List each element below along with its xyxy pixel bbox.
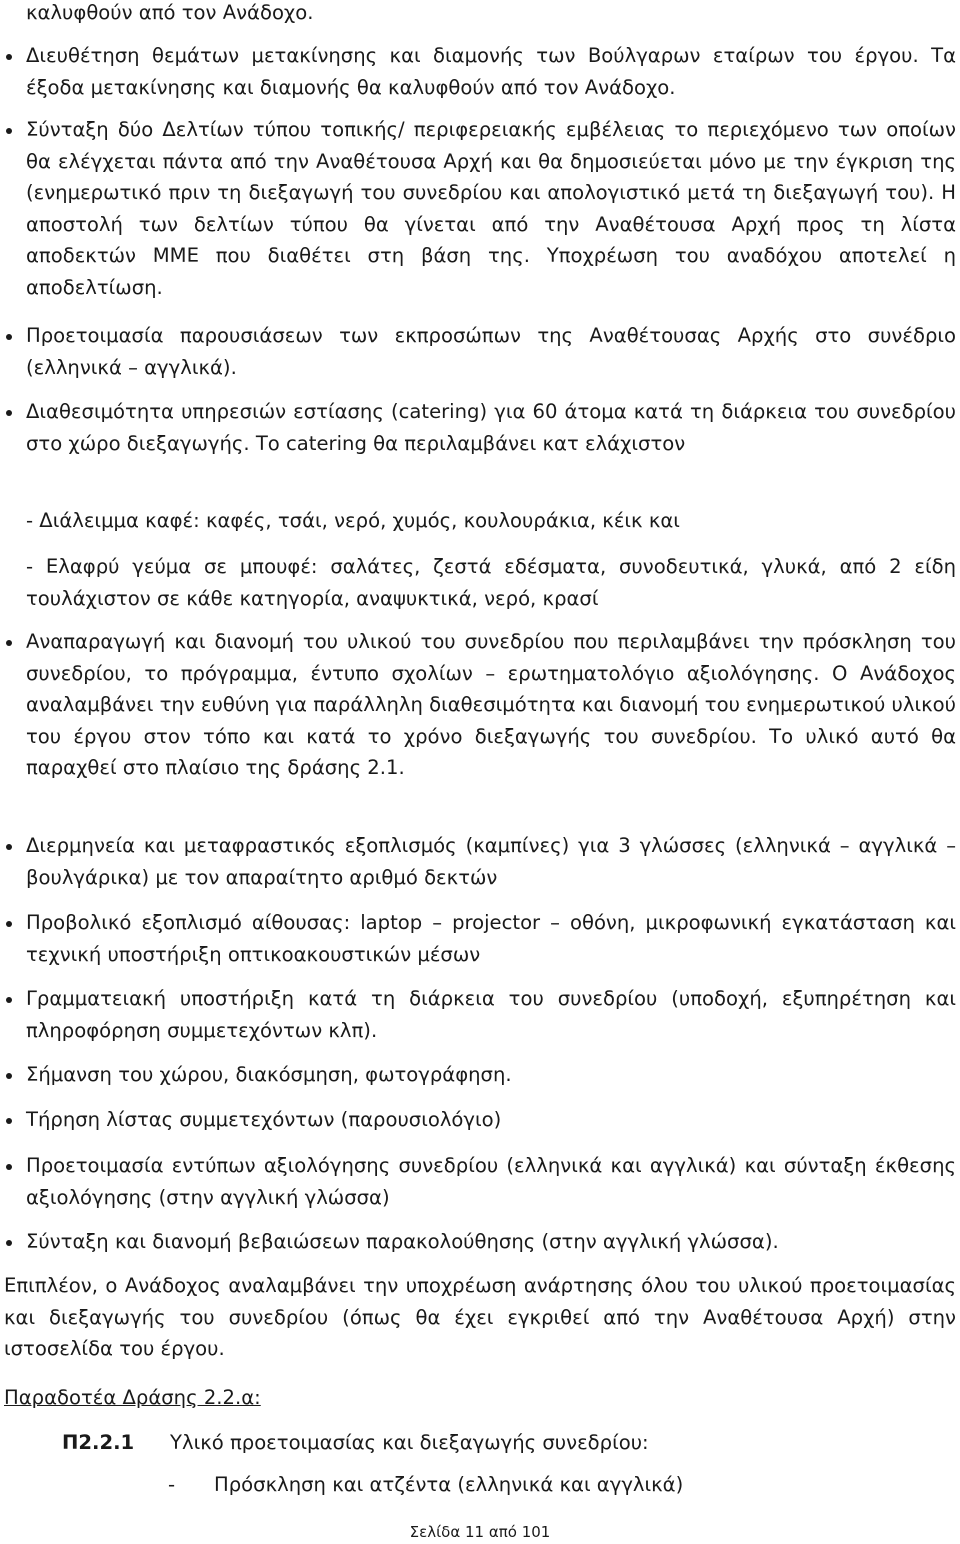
list-item-text: Σήμανση του χώρου, διακόσμηση, φωτογράφηση. bbox=[26, 1063, 512, 1086]
bullet-icon bbox=[6, 844, 12, 850]
list-item-text: Προετοιμασία παρουσιάσεων των εκπροσώπων της Αναθέτουσας Αρχής στο συνέδριο (ελληνικά – αγγλικά). bbox=[26, 324, 956, 379]
bullet-icon bbox=[6, 921, 12, 927]
list-item-text: Διευθέτηση θεμάτων μετακίνησης και διαμονής των Βούλγαρων εταίρων του έργου. Τα έξοδα μετακίνησης και διαμονής θα καλυφθούν από τον Ανάδοχο. bbox=[26, 44, 956, 99]
bullet-icon bbox=[6, 640, 12, 646]
list-item-text: Γραμματειακή υποστήριξη κατά τη διάρκεια του συνεδρίου (υποδοχή, εξυπηρέτηση και πληροφόρηση συμμετεχόντων κλπ). bbox=[26, 987, 956, 1042]
continuation-line: καλυφθούν από τον Ανάδοχο. bbox=[26, 1, 314, 24]
list-item-text: Προετοιμασία εντύπων αξιολόγησης συνεδρίου (ελληνικά και αγγλικά) και σύνταξη έκθεσης αξιολόγησης (στην αγγλική γλώσσα) bbox=[26, 1154, 956, 1209]
bullet-icon bbox=[6, 1164, 12, 1170]
bullet-icon bbox=[6, 1240, 12, 1246]
catering-item: - Ελαφρύ γεύμα σε μπουφέ: σαλάτες, ζεστά εδέσματα, συνοδευτικά, γλυκά, από 2 είδη τουλάχιστον σε κάθε κατηγορία, αναψυκτικά, νερό, κρασί bbox=[26, 555, 956, 610]
list-item-text: Σύνταξη και διανομή βεβαιώσεων παρακολούθησης (στην αγγλική γλώσσα). bbox=[26, 1230, 779, 1253]
list-item-text: Προβολικό εξοπλισμό αίθουσας: laptop – projector – οθόνη, μικροφωνική εγκατάσταση και τεχνική υποστήριξη οπτικοακουστικών μέσων bbox=[26, 911, 956, 966]
bullet-icon bbox=[6, 410, 12, 416]
list-item-text: Τήρηση λίστας συμμετεχόντων (παρουσιολόγιο) bbox=[26, 1108, 502, 1131]
catering-item: - Διάλειμμα καφέ: καφές, τσάι, νερό, χυμός, κουλουράκια, κέικ και bbox=[26, 509, 680, 532]
bullet-icon bbox=[6, 997, 12, 1003]
deliverable-item: Πρόσκληση και ατζέντα (ελληνικά και αγγλικά) bbox=[214, 1473, 684, 1496]
bullet-icon bbox=[6, 1073, 12, 1079]
bullet-icon bbox=[6, 334, 12, 340]
list-item-text: Διερμηνεία και μεταφραστικός εξοπλισμός (καμπίνες) για 3 γλώσσες (ελληνικά – αγγλικά – βουλγάρικα) με τον απαραίτητο αριθμό δεκτών bbox=[26, 834, 956, 889]
list-item-text: Διαθεσιμότητα υπηρεσιών εστίασης (catering) για 60 άτομα κατά τη διάρκεια του συνεδρίου στο χώρο διεξαγωγής. Το catering θα περιλαμβάνει κατ ελάχιστον bbox=[26, 400, 956, 455]
deliverables-heading: Παραδοτέα Δράσης 2.2.α: bbox=[4, 1386, 261, 1409]
deliverable-code: Π2.2.1 bbox=[62, 1431, 135, 1454]
bullet-icon bbox=[6, 1118, 12, 1124]
bullet-icon bbox=[6, 128, 12, 134]
deliverable-title: Υλικό προετοιμασίας και διεξαγωγής συνεδρίου: bbox=[170, 1431, 649, 1454]
bullet-icon bbox=[6, 54, 12, 60]
closing-paragraph: Επιπλέον, ο Ανάδοχος αναλαμβάνει την υποχρέωση ανάρτησης όλου του υλικού προετοιμασίας και διεξαγωγής του συνεδρίου (όπως θα έχει εγκριθεί από την Αναθέτουσα Αρχή) στην ιστοσελίδα του έργου. bbox=[4, 1274, 956, 1360]
page-footer: Σελίδα 11 από 101 bbox=[409, 1523, 551, 1541]
deliverable-dash: - bbox=[168, 1473, 176, 1496]
list-item-text: Αναπαραγωγή και διανομή του υλικού του συνεδρίου που περιλαμβάνει την πρόσκληση του συνεδρίου, το πρόγραμμα, έντυπο σχολίων – ερωτηματολόγιο αξιολόγησης. Ο Ανάδοχος αναλαμβάνει την ευθύνη για παράλληλη διαθεσιμότητα και διανομή του ενημερωτικού υλικού του έργου στον τόπο και κατά το χρόνο διεξαγωγής του συνεδρίου. Το υλικό αυτό θα παραχθεί στο πλαίσιο της δράσης 2.1. bbox=[26, 630, 956, 779]
list-item-text: Σύνταξη δύο Δελτίων τύπου τοπικής/ περιφερειακής εμβέλειας το περιεχόμενο των οποίων θα ελέγχεται πάντα από την Αναθέτουσα Αρχή και θα δημοσιεύεται μόνο με την έγκριση της (ενημερωτικό πριν τη διεξαγωγή του συνεδρίου και απολογιστικό μετά τη διεξαγωγή του). Η αποστολή των δελτίων τύπου θα γίνεται από την Αναθέτουσα Αρχή προς τη λίστα αποδεκτών ΜΜΕ που διαθέτει στη βάση της. Υποχρέωση του αναδόχου αποτελεί η αποδελτίωση. bbox=[26, 118, 956, 299]
